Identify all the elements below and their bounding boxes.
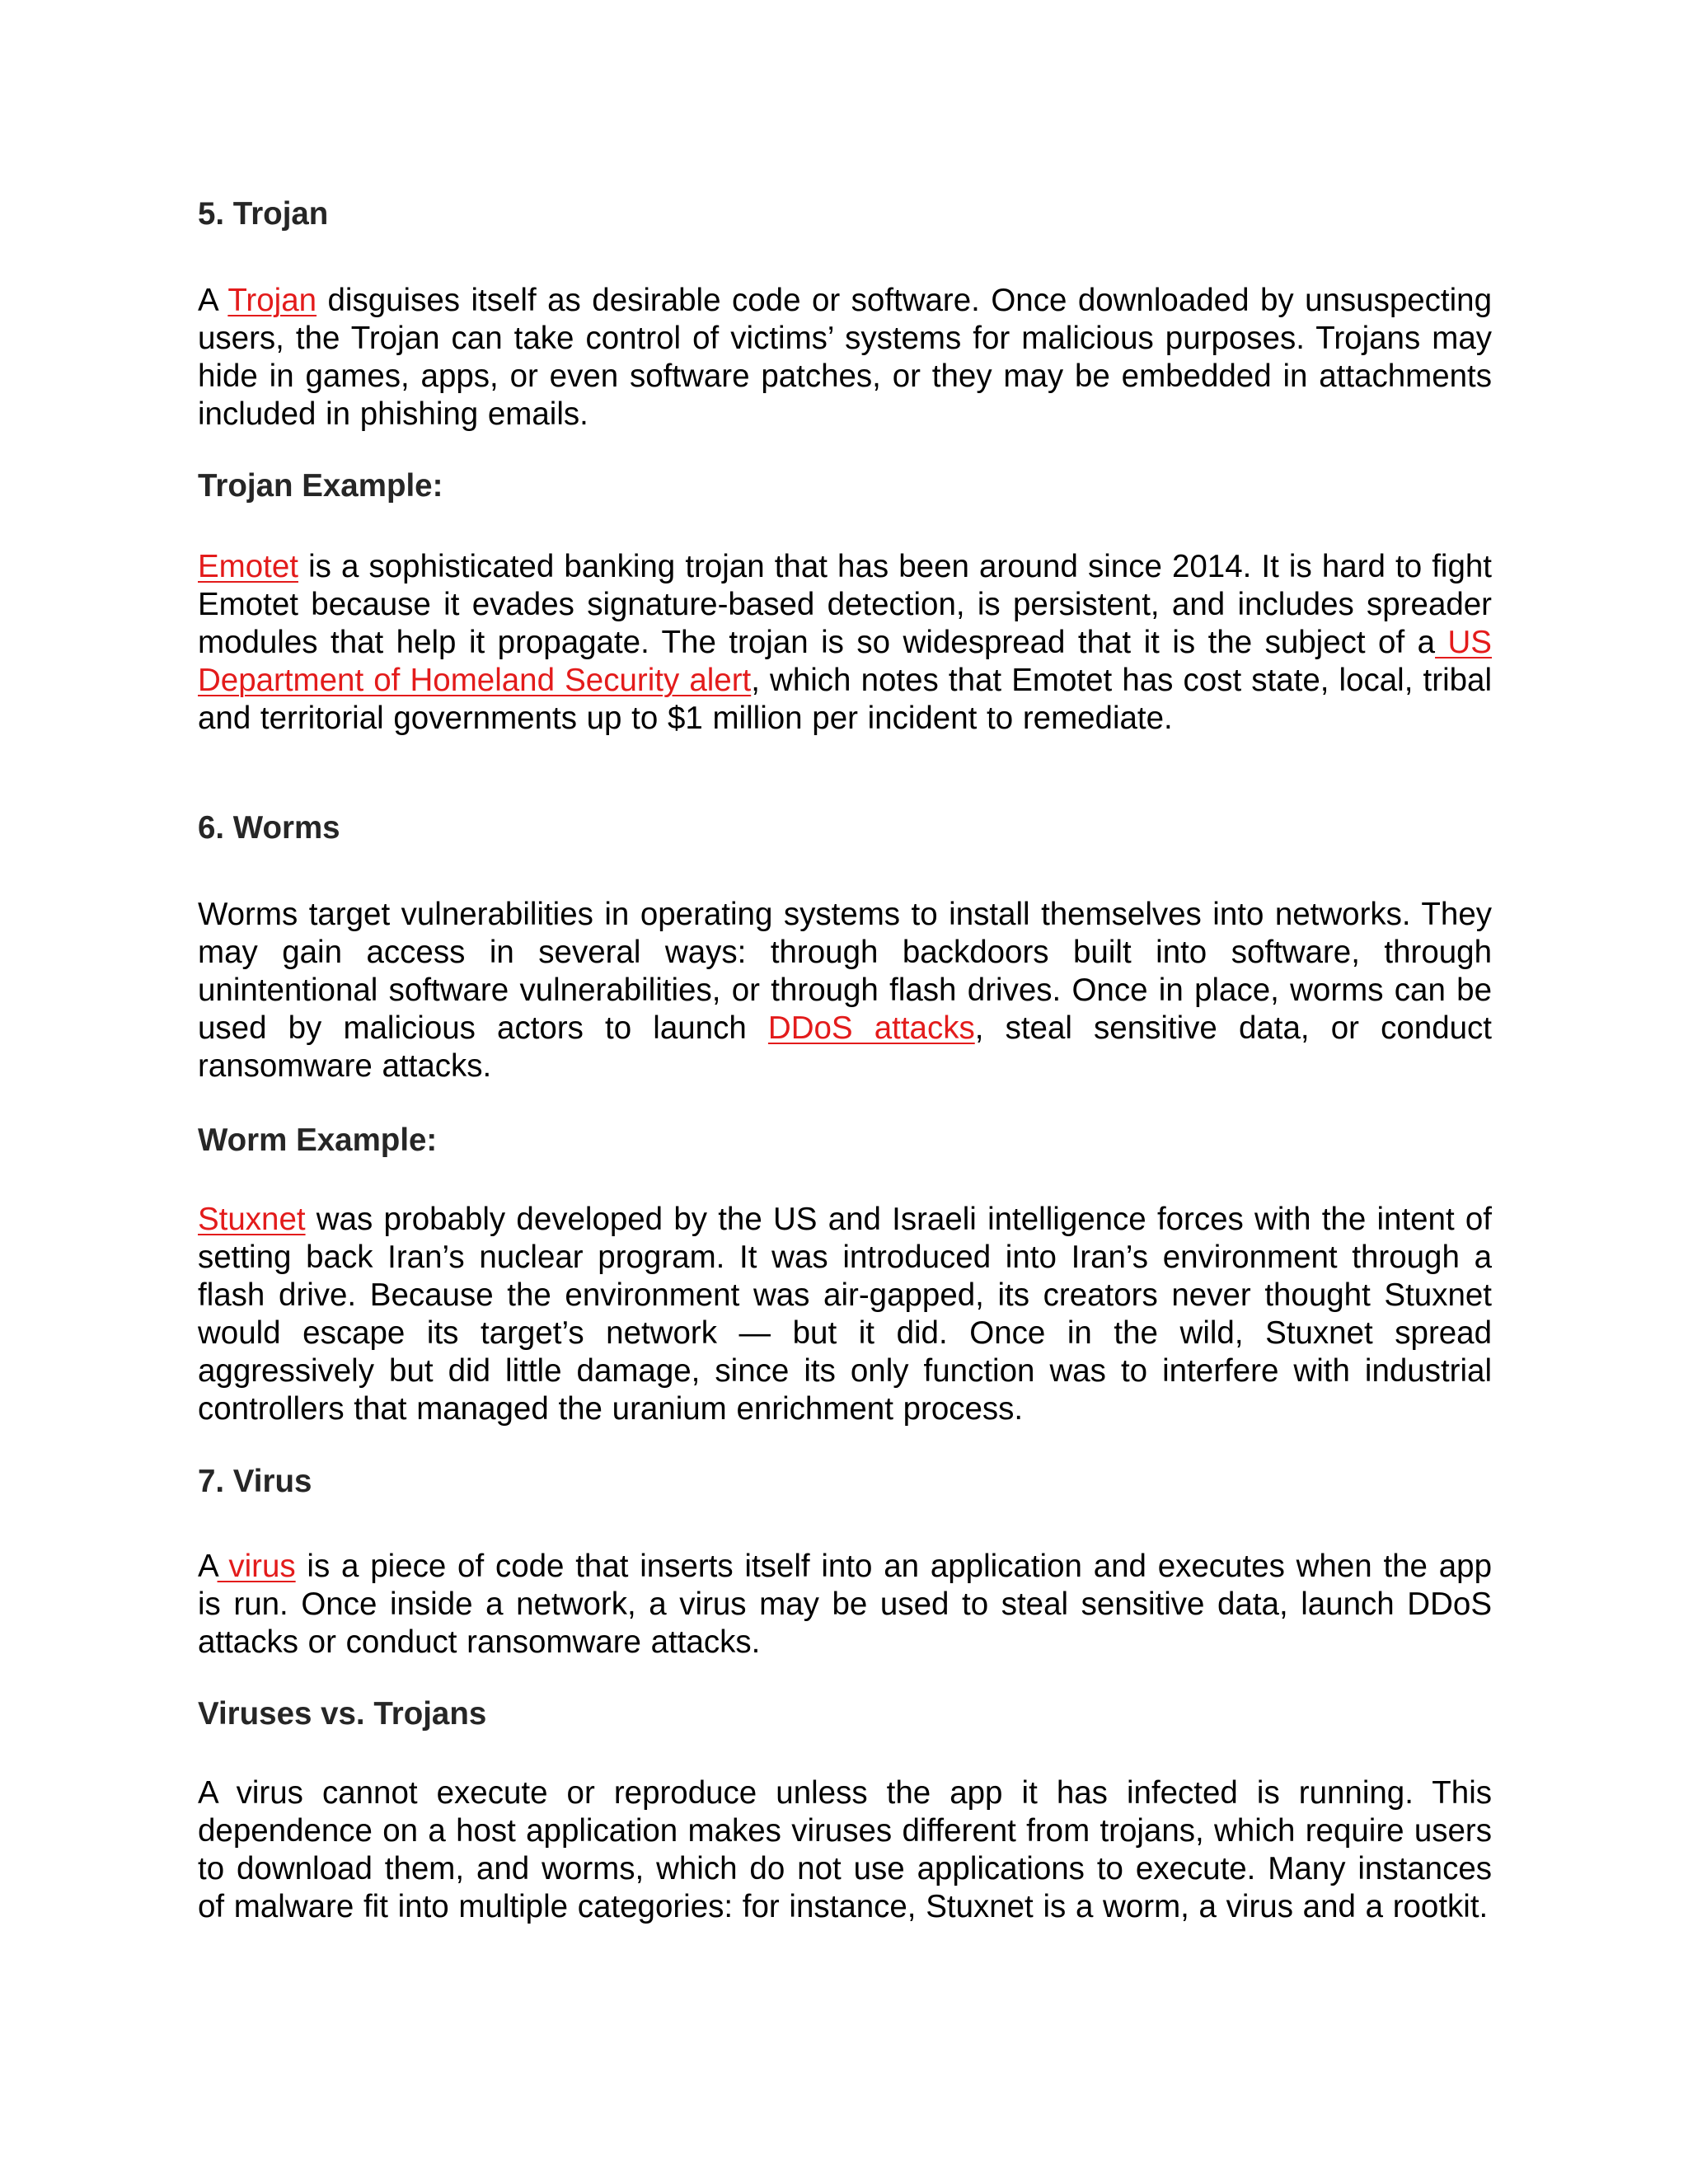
virus-link[interactable]: virus [217, 1549, 296, 1584]
trojan-example-paragraph [198, 548, 1492, 738]
stuxnet-text: was probably developed by the US and Israeli intelligence forces with the intent of setting back Iran’s nuclear program. It was introduced into Iran’s environment through a flash drive. Because the environment was air-gapped, its creators never thought Stuxnet would escape its target’s network — but it did. Once in the wild, Stuxnet spread aggressively but did little damage, since its only function was to interfere with industrial controllers that managed the uranium enrichment process. [198, 1202, 1492, 1427]
worms-paragraph [198, 896, 1492, 1085]
worms-paragraph-end: , steal sensitive data, or conduct ransomware attacks. [198, 1010, 1492, 1084]
virus-paragraph [198, 1548, 1492, 1661]
worm-example-heading: Worm Example: [198, 1122, 438, 1158]
trojan-link[interactable]: Trojan [227, 283, 317, 318]
worms-paragraph-text: Worms target vulnerabilities in operating systems to install themselves into networks. They may gain access in several ways: through backdoors built into software, through unintentional software vulnerabilities, or through flash drives. Once in place, worms can be used by malicious actors to launch [198, 897, 1492, 1046]
dhs-alert-link[interactable]: US Department of Homeland Security alert [198, 625, 1492, 698]
emotet-text-end: , which notes that Emotet has cost state, local, tribal and territorial governments up to $1 million per incident to remediate. [198, 663, 1493, 736]
viruses-vs-trojans-paragraph: A virus cannot execute or reproduce unless the app it has infected is running. This dependence on a host application makes viruses different from trojans, which require users to download them, and worms, which do not use applications to execute. Many instances of malware fit into multiple categories: for instance, Stuxnet is a worm, a virus and a rootkit. [198, 1775, 1492, 1924]
section-heading-trojan: 5. Trojan [198, 196, 329, 232]
trojan-paragraph-text: disguises itself as desirable code or software. Once downloaded by unsuspecting users, the Trojan can take control of victims’ systems for malicious purposes. Trojans may hide in games, apps, or even software patches, or they may be embedded in attachments included in phishing emails. [198, 283, 1492, 432]
virus-paragraph-text: is a piece of code that inserts itself into an application and executes when the app is run. Once inside a network, a virus may be used to steal sensitive data, launch DDoS attacks or conduct ransomware attacks. [198, 1549, 1492, 1660]
virus-paragraph-lead: A [198, 1549, 218, 1584]
stuxnet-link[interactable]: Stuxnet [198, 1202, 306, 1237]
trojan-example-heading: Trojan Example: [198, 468, 443, 504]
emotet-text: is a sophisticated banking trojan that has been around since 2014. It is hard to fight Emotet because it evades signature-based detection, is persistent, and includes spreader modules that help it propagate. The trojan is so widespread that it is the subject of a [198, 549, 1492, 660]
viruses-vs-trojans-heading: Viruses vs. Trojans [198, 1696, 487, 1732]
section-heading-worms: 6. Worms [198, 810, 340, 846]
emotet-link[interactable]: Emotet [198, 549, 298, 584]
worm-example-paragraph [198, 1201, 1492, 1428]
trojan-paragraph [198, 282, 1492, 434]
trojan-paragraph-lead: A [198, 283, 228, 318]
section-heading-virus: 7. Virus [198, 1464, 312, 1499]
ddos-attacks-link[interactable]: DDoS attacks [767, 1010, 975, 1046]
